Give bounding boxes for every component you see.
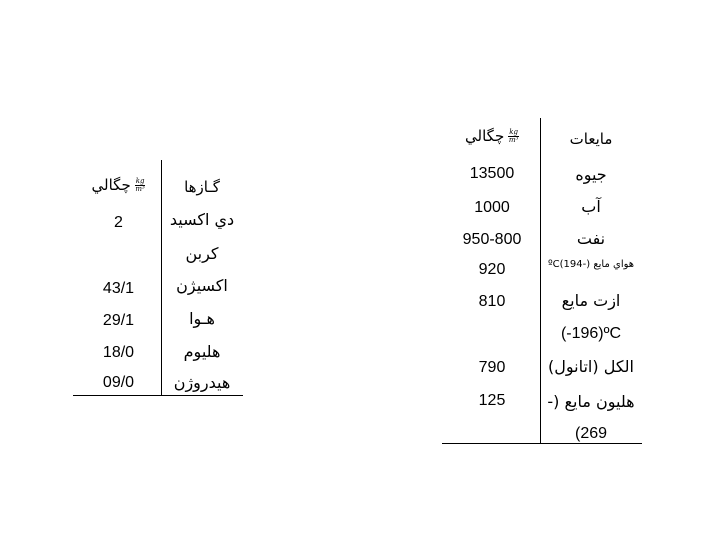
table-row-value: 09/0 bbox=[102, 374, 135, 391]
table-bottom-border bbox=[73, 395, 243, 396]
density-label: چگالي bbox=[465, 127, 505, 145]
density-unit: kg m³ bbox=[508, 127, 519, 144]
table-row-value: 790 bbox=[478, 359, 506, 376]
table-row-name: الكل (اتانول) bbox=[548, 356, 634, 376]
table-row-name: ازت مايع bbox=[561, 290, 621, 310]
table-row-name: نفت bbox=[576, 228, 606, 248]
table-row-value: 2 bbox=[114, 214, 123, 231]
table-row-name: كربن bbox=[185, 243, 219, 263]
liquids-name-header: مايعات bbox=[569, 130, 613, 148]
table-row-value: 13500 bbox=[469, 165, 515, 182]
table-row-name: هـوا bbox=[189, 308, 215, 328]
table-row-value: 125 bbox=[478, 392, 506, 409]
table-row-name: آب bbox=[581, 196, 601, 216]
gases-density-header bbox=[76, 170, 161, 200]
table-bottom-border bbox=[442, 443, 642, 444]
gases-name-header: گـازها bbox=[184, 178, 220, 196]
table-row-name: دي اكسيد bbox=[169, 209, 235, 229]
density-unit: kg m³ bbox=[135, 176, 145, 193]
column-divider bbox=[161, 160, 162, 396]
table-row-value: 43/1 bbox=[102, 280, 135, 297]
table-row-name: جيوه bbox=[575, 164, 607, 184]
table-row-value: 810 bbox=[478, 293, 506, 310]
table-row-value: 950-800 bbox=[462, 231, 522, 248]
table-row-value: 29/1 bbox=[102, 312, 135, 329]
density-label: چگالي bbox=[91, 176, 131, 194]
table-row-name: هواي مايع (-194)ºC bbox=[547, 258, 635, 270]
table-row-name: هليوم bbox=[183, 341, 221, 361]
column-divider bbox=[540, 118, 541, 443]
table-row-name: هليون مايع (- bbox=[547, 391, 635, 411]
table-row-value: 920 bbox=[478, 261, 506, 278]
table-row-name: اكسيژن bbox=[176, 275, 228, 295]
table-row-name-continued: (-196)ºC bbox=[560, 325, 622, 342]
table-row-value: 18/0 bbox=[102, 344, 135, 361]
table-row-name: هيدروژن bbox=[173, 372, 231, 392]
table-row-value: 1000 bbox=[474, 199, 510, 216]
table-row-name-continued: (269 bbox=[574, 425, 608, 442]
liquids-density-header bbox=[444, 120, 540, 152]
